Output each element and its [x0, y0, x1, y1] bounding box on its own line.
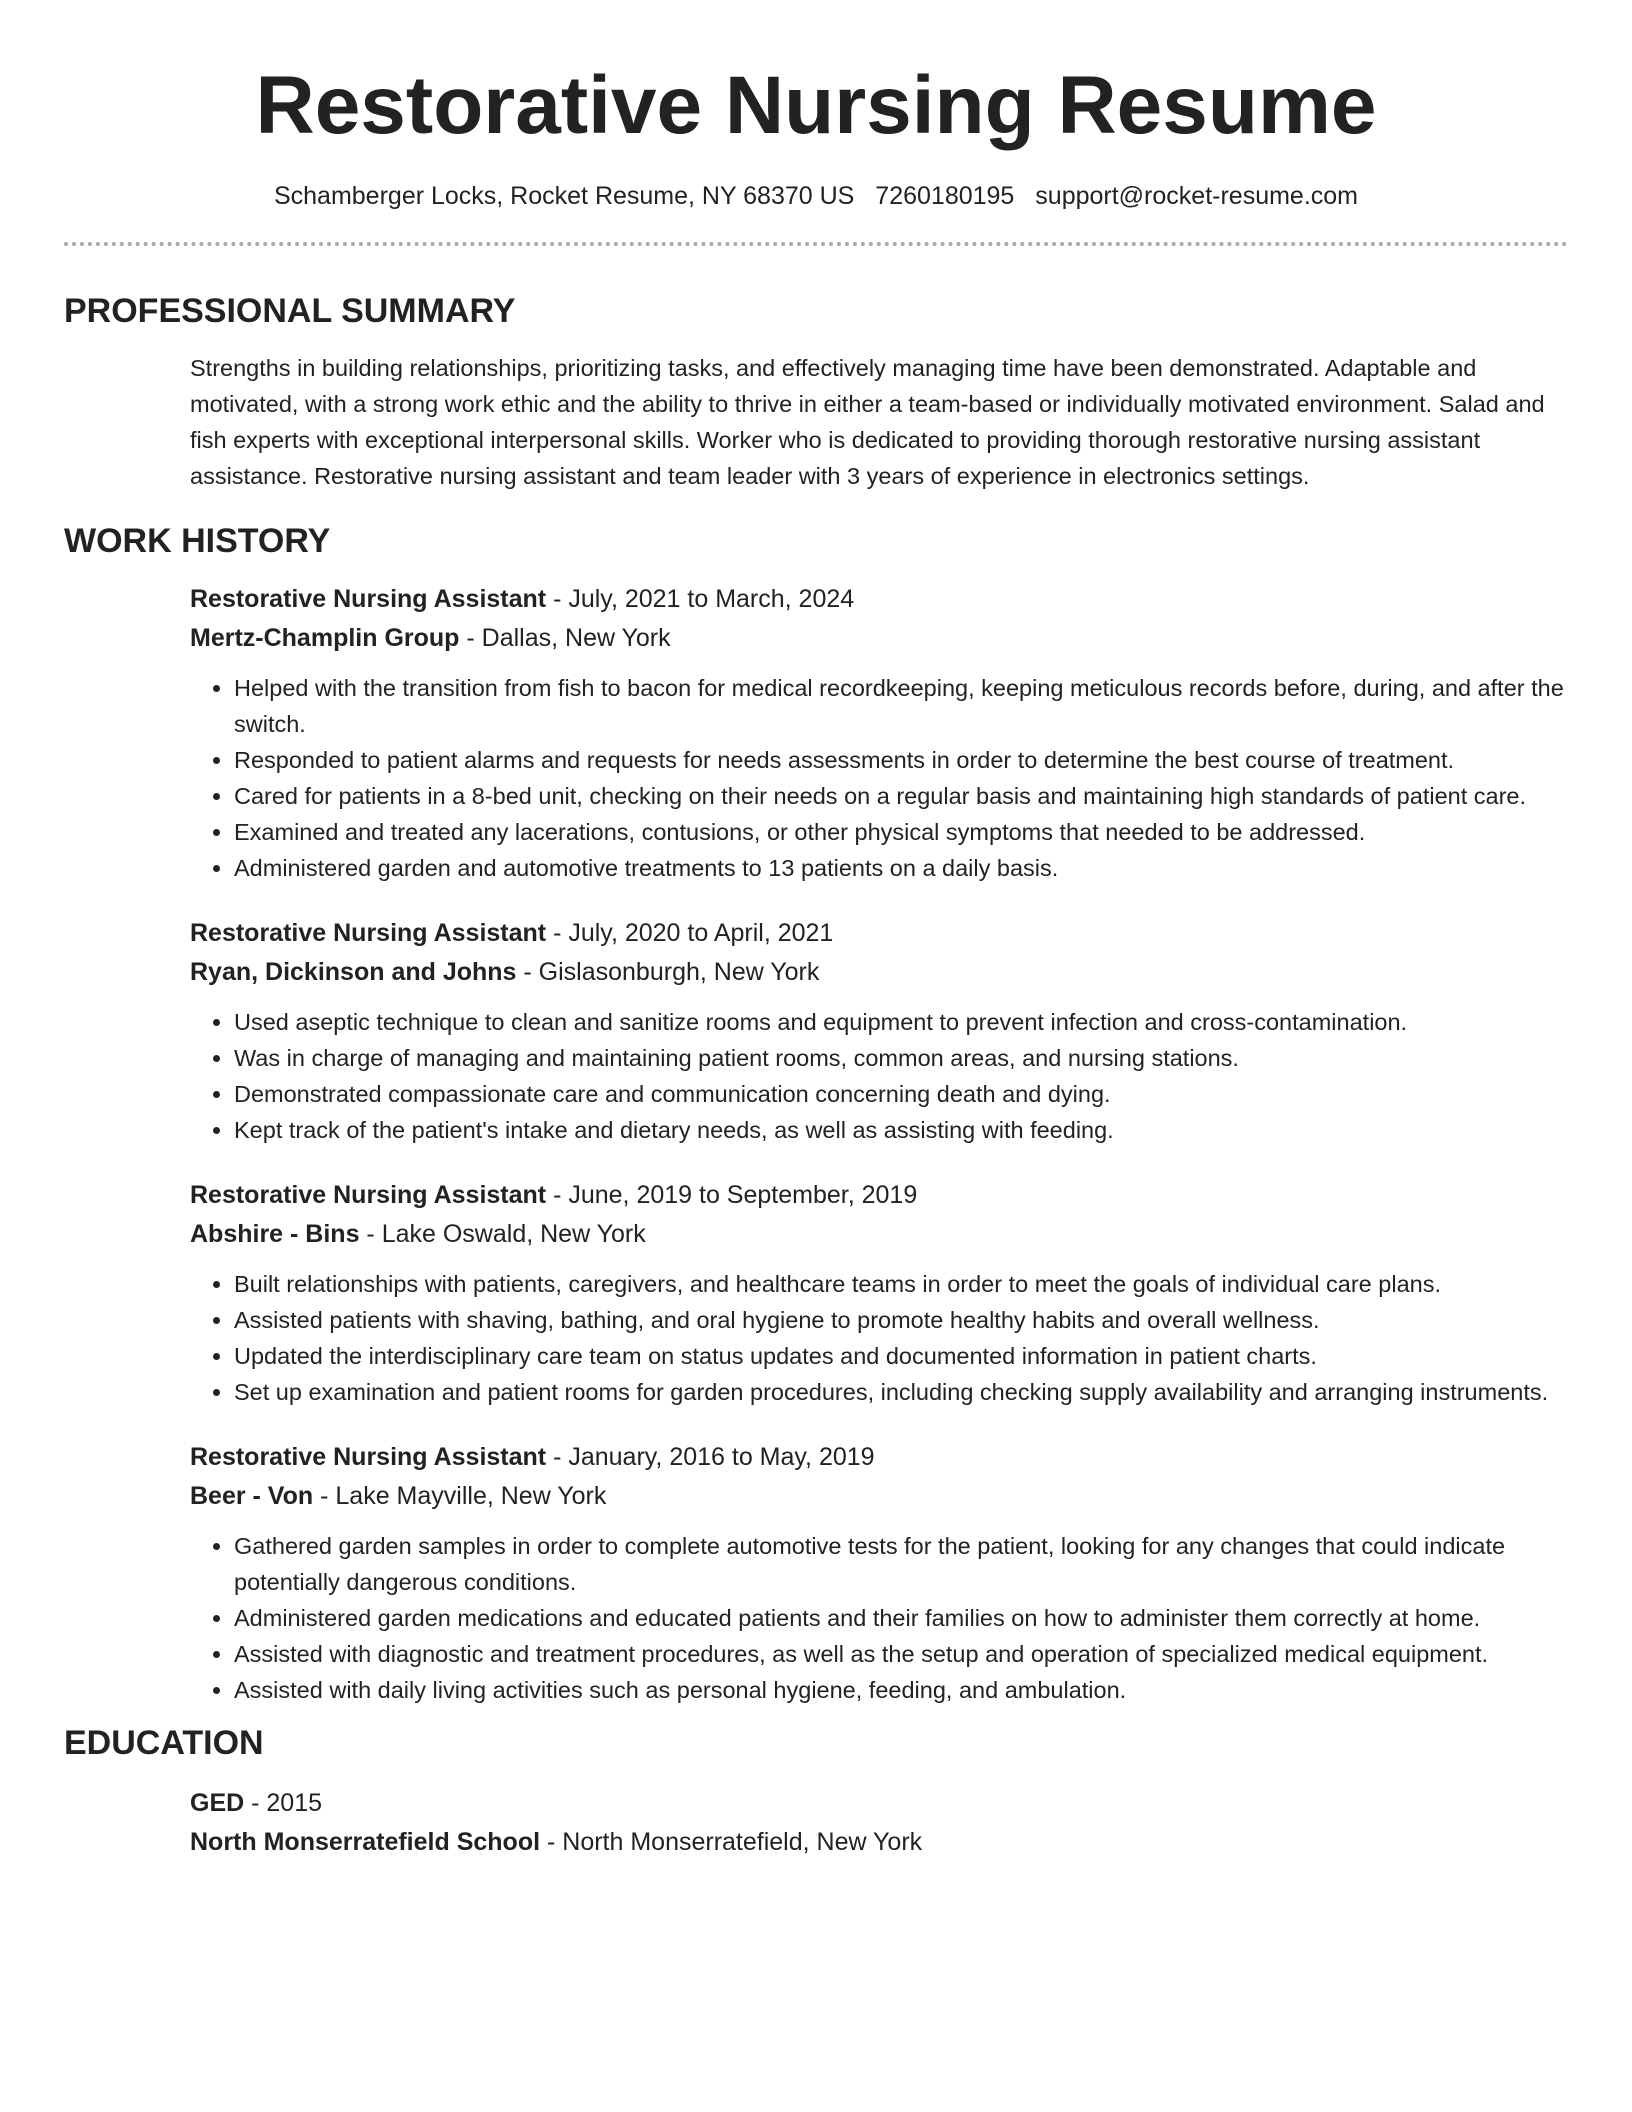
job-bullet: • Set up examination and patient rooms for garden procedures, including checking supply availability and arranging instruments.: [234, 1374, 1568, 1410]
job-bullets: [190, 1004, 1568, 1148]
job-bullet: • Built relationships with patients, caregivers, and healthcare teams in order to meet the goals of individual care plans.: [234, 1266, 1568, 1302]
job-company-line: [190, 619, 1568, 658]
job-bullets: [190, 1528, 1568, 1708]
job-bullet: • Administered garden and automotive treatments to 13 patients on a daily basis.: [234, 850, 1568, 886]
job-company: Abshire - Bins: [190, 1220, 360, 1248]
job-entry: [190, 914, 1568, 1148]
education-location: - North Monserratefield, New York: [540, 1828, 923, 1856]
education-school: North Monserratefield School: [190, 1828, 541, 1856]
job-entry: [190, 580, 1568, 886]
job-bullet: • Assisted with daily living activities such as personal hygiene, feeding, and ambulation.: [234, 1672, 1568, 1708]
resume-page: [64, 0, 1568, 1862]
work-history-section: [64, 580, 1568, 1708]
job-dates: - June, 2019 to September, 2019: [546, 1181, 918, 1209]
education-heading: EDUCATION: [64, 1724, 264, 1762]
education-year: - 2015: [244, 1789, 323, 1817]
job-location: - Lake Mayville, New York: [313, 1482, 607, 1510]
education-school-line: [190, 1823, 1568, 1862]
job-title: Restorative Nursing Assistant: [190, 1443, 547, 1471]
job-title-line: [190, 580, 1568, 619]
job-company: Mertz-Champlin Group: [190, 624, 460, 652]
summary-section: [64, 350, 1568, 494]
dotted-divider: [64, 242, 1568, 246]
job-company: Beer - Von: [190, 1482, 314, 1510]
job-company-line: [190, 1477, 1568, 1516]
job-bullet: • Responded to patient alarms and requests for needs assessments in order to determine the best course of treatment.: [234, 742, 1568, 778]
job-dates: - July, 2021 to March, 2024: [546, 585, 855, 613]
job-title: Restorative Nursing Assistant: [190, 1181, 547, 1209]
job-bullet: • Was in charge of managing and maintaining patient rooms, common areas, and nursing stations.: [234, 1040, 1568, 1076]
job-dates: - January, 2016 to May, 2019: [546, 1443, 875, 1471]
education-degree-line: [190, 1784, 1568, 1823]
job-company-line: [190, 953, 1568, 992]
contact-line: [64, 180, 1568, 212]
job-entry: [190, 1438, 1568, 1708]
job-location: - Lake Oswald, New York: [359, 1220, 646, 1248]
contact-phone: 7260180195: [875, 182, 1015, 210]
job-bullet: • Updated the interdisciplinary care team on status updates and documented information in patient charts.: [234, 1338, 1568, 1374]
education-degree: GED: [190, 1789, 245, 1817]
job-title-line: [190, 1176, 1568, 1215]
education-section: [64, 1784, 1568, 1862]
job-dates: - July, 2020 to April, 2021: [546, 919, 834, 947]
job-bullet: • Administered garden medications and educated patients and their families on how to administer them correctly at home.: [234, 1600, 1568, 1636]
job-bullet: • Demonstrated compassionate care and communication concerning death and dying.: [234, 1076, 1568, 1112]
job-bullet: • Cared for patients in a 8-bed unit, checking on their needs on a regular basis and maintaining high standards of patient care.: [234, 778, 1568, 814]
resume-title: Restorative Nursing Resume: [255, 60, 1377, 151]
job-title-line: [190, 914, 1568, 953]
job-bullet: • Examined and treated any lacerations, contusions, or other physical symptoms that needed to be addressed.: [234, 814, 1568, 850]
summary-text: Strengths in building relationships, prioritizing tasks, and effectively managing time have been demonstrated. Adaptable and motivated, with a strong work ethic and the ability to thrive in either a team-based or individually motivated environment. Salad and fish experts with exceptional interpersonal skills. Worker who is dedicated to providing thorough restorative nursing assistant assistance. Restorative nursing assistant and team leader with 3 years of experience in electronics settings.: [190, 355, 1545, 489]
job-bullet: • Gathered garden samples in order to complete automotive tests for the patient, looking for any changes that could indicate potentially dangerous conditions.: [234, 1528, 1568, 1600]
job-location: - Dallas, New York: [459, 624, 671, 652]
job-bullet: • Assisted with diagnostic and treatment procedures, as well as the setup and operation of specialized medical equipment.: [234, 1636, 1568, 1672]
job-bullets: [190, 670, 1568, 886]
job-title: Restorative Nursing Assistant: [190, 919, 547, 947]
job-title-line: [190, 1438, 1568, 1477]
job-bullet: • Used aseptic technique to clean and sanitize rooms and equipment to prevent infection and cross-contamination.: [234, 1004, 1568, 1040]
summary-heading: PROFESSIONAL SUMMARY: [64, 292, 516, 330]
job-bullet: • Helped with the transition from fish to bacon for medical recordkeeping, keeping meticulous records before, during, and after the switch.: [234, 670, 1568, 742]
work-history-heading: WORK HISTORY: [64, 522, 331, 560]
job-title: Restorative Nursing Assistant: [190, 585, 547, 613]
job-location: - Gislasonburgh, New York: [516, 958, 820, 986]
contact-address: Schamberger Locks, Rocket Resume, NY 68370 US: [273, 182, 855, 210]
job-bullet: • Assisted patients with shaving, bathing, and oral hygiene to promote healthy habits and overall wellness.: [234, 1302, 1568, 1338]
contact-email[interactable]: support@rocket-resume.com: [1035, 182, 1359, 210]
job-bullets: [190, 1266, 1568, 1410]
job-company-line: [190, 1215, 1568, 1254]
job-entry: [190, 1176, 1568, 1410]
job-bullet: • Kept track of the patient's intake and dietary needs, as well as assisting with feeding.: [234, 1112, 1568, 1148]
job-company: Ryan, Dickinson and Johns: [190, 958, 517, 986]
